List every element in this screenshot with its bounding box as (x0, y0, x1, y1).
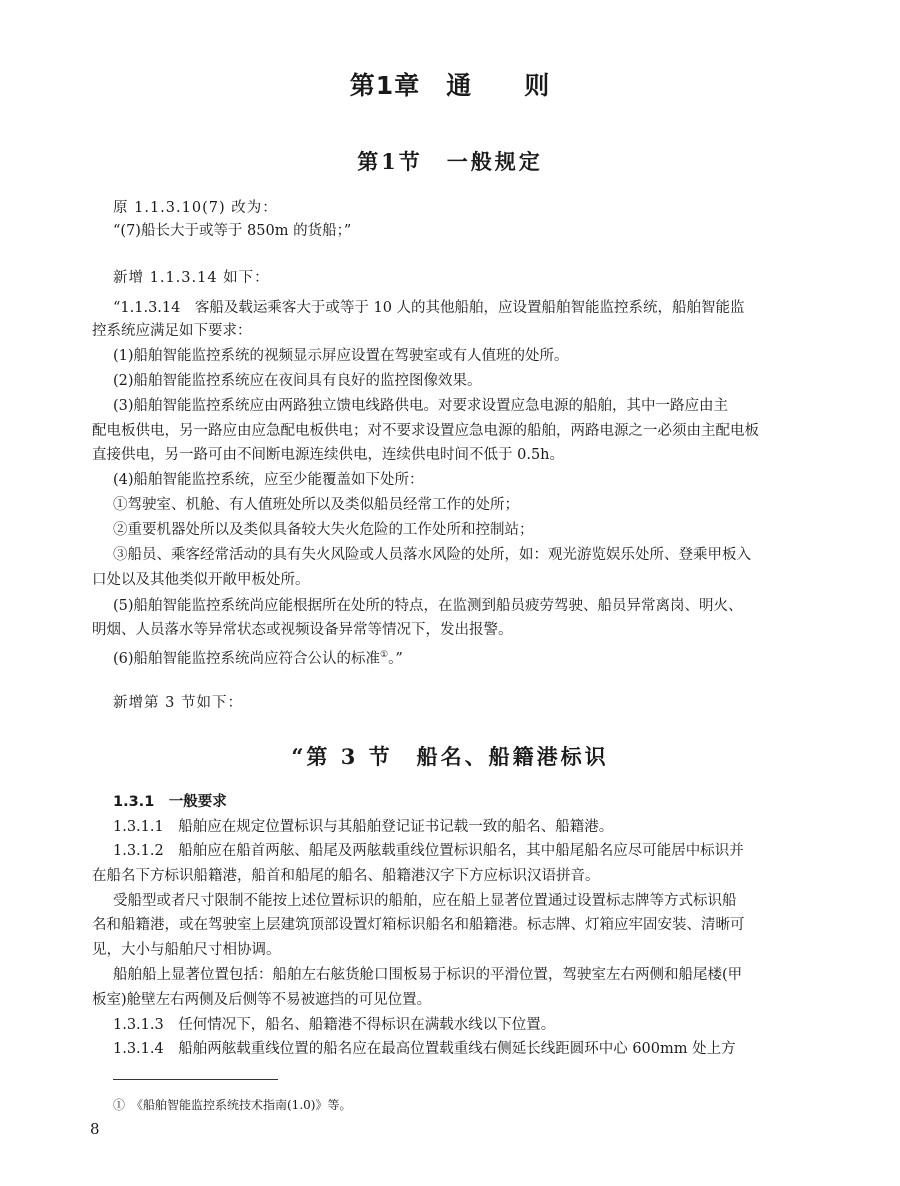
clause-line: 口处以及其他类似开敞甲板处所。 (92, 572, 310, 588)
clause-line-text: (6)船舶智能监控系统尚应符合公认的标准 (113, 650, 381, 667)
body-line: 板室)舱壁左右两侧及后侧等不易被遮挡的可见位置。 (92, 992, 432, 1008)
chapter-title: 第1章 通 则 (349, 71, 551, 100)
clause-line: 控系统应满足如下要求： (92, 323, 252, 339)
clause-line: ②重要机器处所以及类似具备较大失火危险的工作处所和控制站； (113, 522, 534, 538)
section3-title: “第 3 节 船名、船籍港标识 (291, 744, 609, 769)
section-title: 第1节 一般规定 (357, 149, 543, 174)
clause-line: (1)船舶智能监控系统的视频显示屏应设置在驾驶室或有人值班的处所。 (113, 348, 569, 364)
subheading (113, 792, 823, 812)
clause-line: (4)船舶智能监控系统，应至少能覆盖如下处所： (113, 472, 424, 488)
clause-line: 明烟、人员落水等异常状态或视频设备异常等情况下，发出报警。 (92, 622, 513, 638)
subheading-number: 1.3.1 (113, 794, 155, 810)
body-line: 受船型或者尺寸限制不能按上述位置标识的船舶，应在船上显著位置通过设置标志牌等方式标识船 (113, 893, 737, 909)
amendment-text: “(7)船长大于或等于 850m 的货船；” (113, 223, 352, 239)
body-line: 1.3.1.1 船舶应在规定位置标识与其船舶登记证书记载一致的船名、船籍港。 (113, 819, 614, 835)
page-number: 8 (90, 1120, 100, 1138)
addition-intro: 新增 1.1.3.14 如下： (113, 270, 270, 286)
footnote-marker: ① (380, 650, 389, 660)
body-line: 名和船籍港，或在驾驶室上层建筑顶部设置灯箱标识船名和船籍港。标志牌、灯箱应牢固安装、清晰可 (92, 917, 745, 933)
add-section-intro: 新增第 3 节如下： (113, 695, 243, 711)
clause-line-end: 。” (388, 650, 403, 667)
clause-line: ①驾驶室、机舱、有人值班处所以及类似船员经常工作的处所； (113, 497, 519, 513)
clause-line: (5)船舶智能监控系统尚应能根据所在处所的特点，在监测到船员疲劳驾驶、船员异常离岗、明火、 (113, 598, 743, 614)
body-line: 1.3.1.3 任何情况下，船名、船籍港不得标识在满载水线以下位置。 (113, 1017, 556, 1033)
body-line: 船舶船上显著位置包括：船舶左右舷货舱口围板易于标识的平滑位置，驾驶室左右两侧和船尾楼(甲 (113, 967, 743, 983)
clause-line-last (113, 645, 823, 669)
footnote: ① 《船舶智能监控系统技术指南(1.0)》等。 (113, 1098, 352, 1112)
clause-line: “1.1.3.14 客船及载运乘客大于或等于 10 人的其他船舶，应设置船舶智能监控系统，船舶智能监 (113, 300, 745, 316)
footnote-divider (113, 1079, 278, 1080)
clause-line: ③船员、乘客经常活动的具有失火风险或人员落水风险的处所，如：观光游览娱乐处所、登乘甲板入 (113, 547, 751, 563)
body-line: 1.3.1.4 船舶两舷载重线位置的船名应在最高位置载重线右侧延长线距圆环中心 600mm 处上方 (113, 1041, 736, 1057)
clause-line: 配电板供电，另一路应由应急配电板供电；对不要求设置应急电源的船舶，两路电源之一必须由主配电板 (92, 423, 759, 439)
clause-line: (3)船舶智能监控系统应由两路独立馈电线路供电。对要求设置应急电源的船舶，其中一路应由主 (113, 398, 729, 414)
clause-line: (2)船舶智能监控系统应在夜间具有良好的监控图像效果。 (113, 373, 482, 389)
subheading-label: 一般要求 (168, 794, 227, 810)
body-line: 见，大小与船舶尺寸相协调。 (92, 942, 281, 958)
body-line: 在船名下方标识船籍港，船首和船尾的船名、船籍港汉字下方应标识汉语拼音。 (92, 868, 600, 884)
clause-line: 直接供电，另一路可由不间断电源连续供电，连续供电时间不低于 0.5h。 (92, 447, 565, 463)
body-line: 1.3.1.2 船舶应在船首两舷、船尾及两舷载重线位置标识船名，其中船尾船名应尽可能居中标识并 (113, 843, 744, 859)
amendment-intro: 原 1.1.3.10(7) 改为： (113, 200, 278, 216)
